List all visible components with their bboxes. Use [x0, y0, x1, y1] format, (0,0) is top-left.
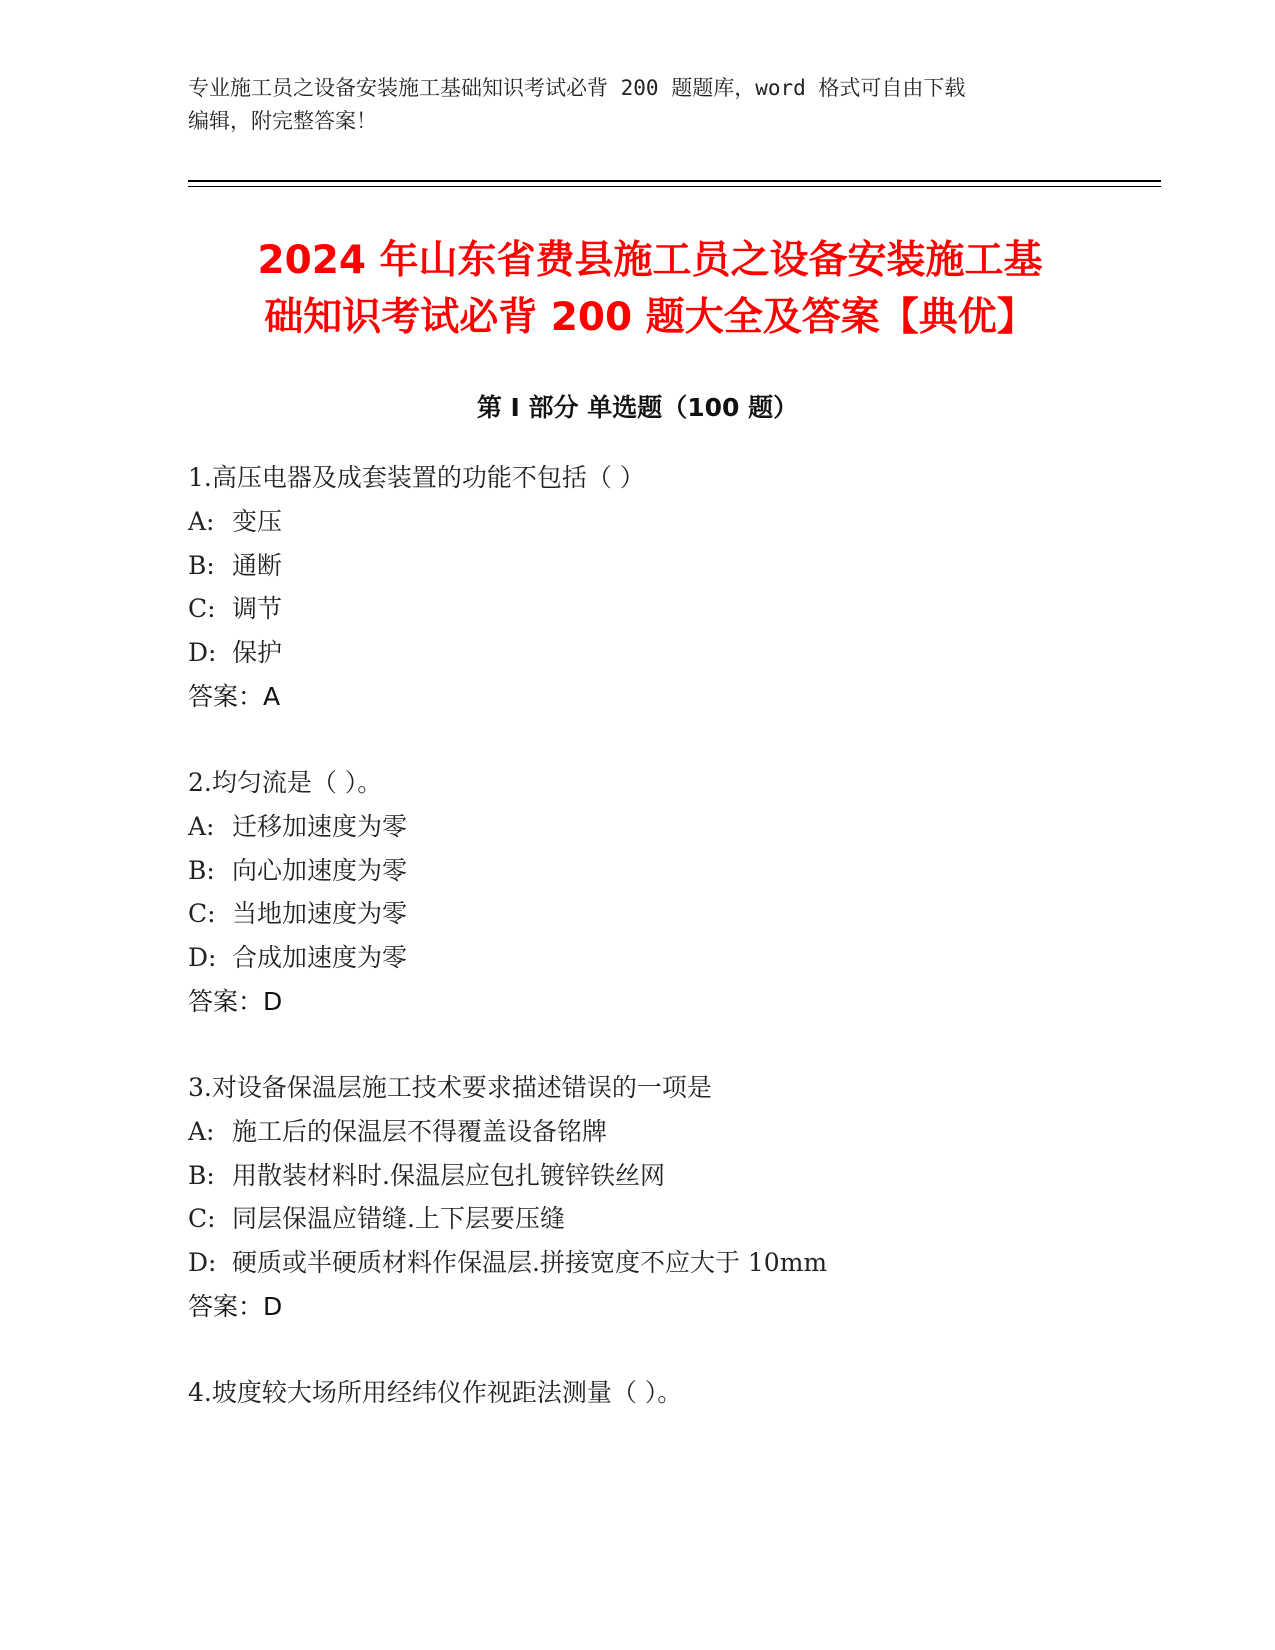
question-1-stem: 1.高压电器及成套装置的功能不包括（ ）: [188, 463, 645, 492]
header-note-line-1: 专业施工员之设备安装施工基础知识考试必背 200 题题库，word 格式可自由下载: [188, 76, 966, 100]
title-line-1: 2024 年山东省费县施工员之设备安装施工基: [257, 238, 1043, 283]
question-2-option-d: D: 合成加速度为零: [188, 943, 408, 972]
question-2-stem: 2.均匀流是（ ）。: [188, 768, 383, 797]
question-3-stem: 3.对设备保温层施工技术要求描述错误的一项是: [188, 1073, 712, 1102]
header-divider-thin: [188, 186, 1161, 187]
question-1-option-a: A: 变压: [188, 507, 283, 536]
question-3-option-a: A: 施工后的保温层不得覆盖设备铭牌: [188, 1117, 608, 1146]
document-header-note: [188, 72, 1088, 138]
header-note-line-2: 编辑，附完整答案！: [188, 109, 377, 133]
document-title: [190, 232, 1110, 346]
question-2-option-c: C: 当地加速度为零: [188, 899, 408, 928]
question-2-option-b: B: 向心加速度为零: [188, 856, 408, 885]
question-1-option-b: B: 通断: [188, 551, 283, 580]
question-3-option-b: B: 用散装材料时.保温层应包扎镀锌铁丝网: [188, 1161, 665, 1190]
question-3-option-d: D: 硬质或半硬质材料作保温层.拼接宽度不应大于 10mm: [188, 1248, 828, 1277]
question-1-option-d: D: 保护: [188, 638, 283, 667]
question-2-answer: 答案：D: [188, 987, 283, 1016]
question-1-option-c: C: 调节: [188, 594, 283, 623]
question-3-answer: 答案：D: [188, 1292, 283, 1321]
question-4-stem: 4.坡度较大场所用经纬仪作视距法测量（ ）。: [188, 1378, 683, 1407]
question-3-option-c: C: 同层保温应错缝.上下层要压缝: [188, 1204, 565, 1233]
title-line-2: 础知识考试必背 200 题大全及答案【典优】: [264, 295, 1036, 340]
question-2-option-a: A: 迁移加速度为零: [188, 812, 408, 841]
question-1-answer: 答案：A: [188, 682, 281, 711]
section-heading: 第 I 部分 单选题（100 题）: [476, 393, 799, 422]
header-divider-thick: [188, 180, 1161, 182]
